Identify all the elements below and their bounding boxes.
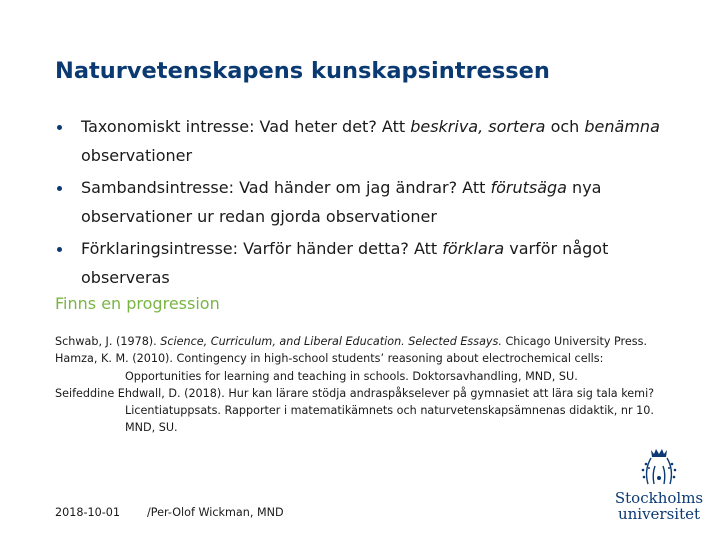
italic-text: förklara <box>442 239 505 258</box>
reference-item <box>55 385 675 437</box>
italic-text: beskriva, sortera <box>410 117 546 136</box>
footer-date: 2018-10-01 <box>55 506 121 519</box>
italic-text: Science, Curriculum, and Liberal Education. Selected Essays. <box>160 335 502 348</box>
footer-author: /Per-Olof Wickman, MND <box>147 506 284 519</box>
italic-text: benämna <box>584 117 660 136</box>
logo-text-universitet: universitet <box>617 505 701 523</box>
bullet-dot-icon <box>57 186 62 191</box>
reference-item <box>55 350 675 385</box>
text-run: varför något observeras <box>81 239 609 287</box>
bullet-text <box>81 178 601 226</box>
text-run: nya observationer ur redan gjorda observationer <box>81 178 602 226</box>
progression-note: Finns en progression <box>55 294 220 313</box>
bullet-item <box>55 112 675 170</box>
bullet-dot-icon <box>57 247 62 252</box>
crown-seal-icon <box>618 440 700 490</box>
text-run: Förklaringsintresse: Varför händer detta? Att <box>81 239 443 258</box>
text-run: Schwab, J. (1978). <box>55 335 161 348</box>
bullet-text <box>81 117 660 165</box>
text-run: observationer <box>81 146 193 165</box>
italic-text: förutsäga <box>490 178 567 197</box>
text-run: Hamza, K. M. (2010). Contingency in high-school students’ reasoning about electrochemical cells: Opportunities for learning and teaching in schools. Doktorsavhandling, MND, SU. <box>55 352 604 383</box>
bullet-dot-icon <box>57 125 62 130</box>
logo-text-stockholms: Stockholms <box>614 489 704 507</box>
bullet-text <box>81 239 608 287</box>
reference-list <box>55 333 675 437</box>
text-run: Chicago University Press. <box>501 335 648 348</box>
text-run: och <box>545 117 585 136</box>
text-run: Sambandsintresse: Vad händer om jag ändrar? Att <box>81 178 491 197</box>
text-run: Taxonomiskt intresse: Vad heter det? Att <box>81 117 411 136</box>
slide-title: Naturvetenskapens kunskapsintressen <box>55 58 550 84</box>
text-run: Seifeddine Ehdwall, D. (2018). Hur kan lärare stödja andraspåkselever på gymnasiet att lära sig tala kemi? Licentiatuppsats. Rapporter i matematikämnets och naturvetenskapsämnenas didaktik, nr 10. MND, SU. <box>55 386 655 435</box>
stockholm-university-logo <box>608 440 708 530</box>
bullet-item <box>55 234 675 292</box>
bullet-item <box>55 173 675 231</box>
reference-item <box>55 333 675 350</box>
bullet-list <box>55 112 675 295</box>
